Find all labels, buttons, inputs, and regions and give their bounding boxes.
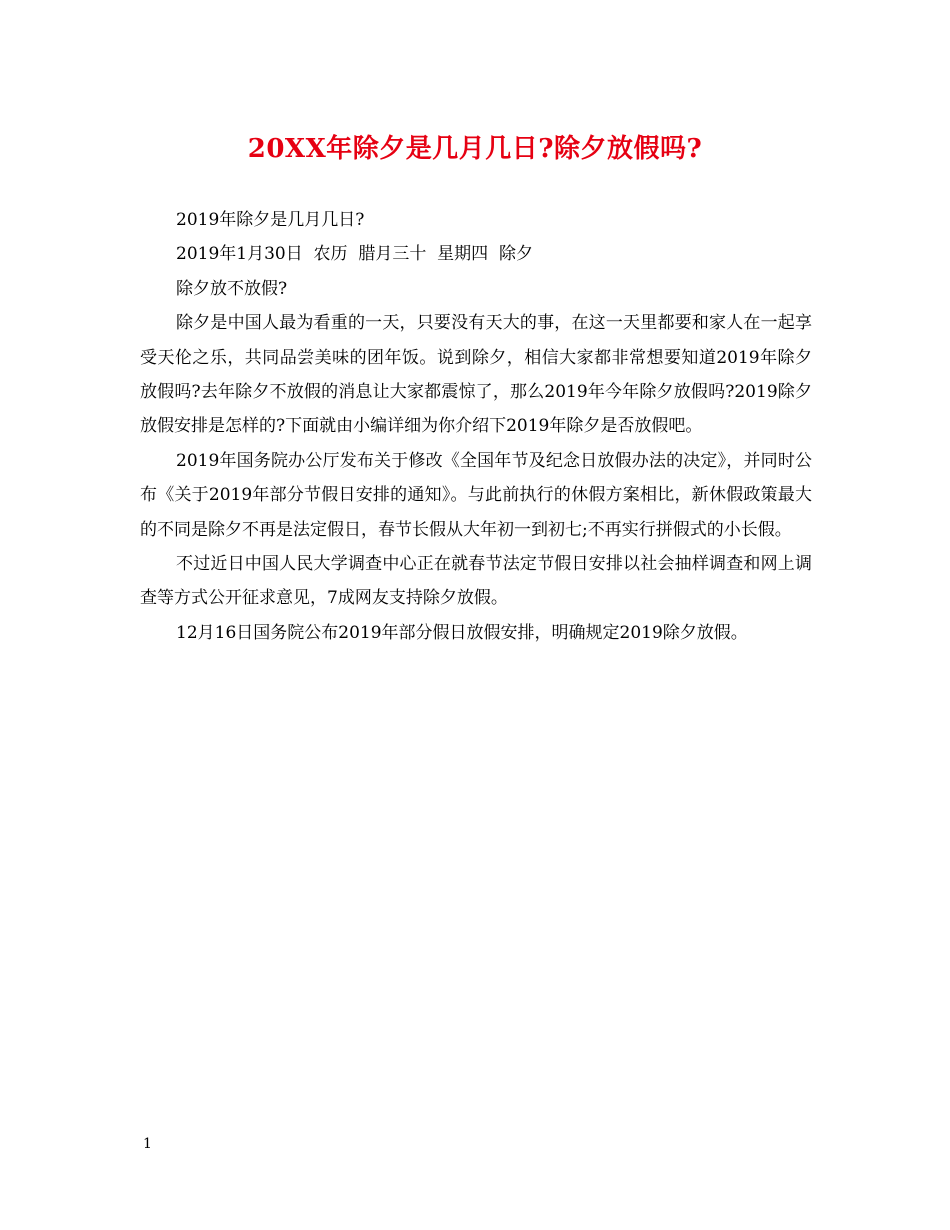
document-title: 20XX年除夕是几月几日?除夕放假吗?	[247, 134, 703, 164]
page-number: 1	[143, 1136, 152, 1152]
paragraph-survey: 不过近日中国人民大学调查中心正在就春节法定节假日安排以社会抽样调查和网上调查等方式公开征求意见，7成网友支持除夕放假。	[140, 554, 812, 609]
paragraph-question-holiday: 除夕放不放假?	[176, 278, 288, 299]
paragraph-policy: 2019年国务院办公厅发布关于修改《全国年节及纪念日放假办法的决定》，并同时公布《关于2019年部分节假日安排的通知》。与此前执行的休假方案相比，新休假政策最大的不同是除夕不再是法定假日，春节长假从大年初一到初七;不再实行拼假式的小长假。	[140, 450, 812, 540]
document-body	[140, 203, 812, 650]
paragraph-date-answer: 2019年1月30日 农历 腊月三十 星期四 除夕	[176, 244, 533, 265]
paragraph-question-date: 2019年除夕是几月几日?	[176, 210, 365, 230]
paragraph-intro: 除夕是中国人最为看重的一天，只要没有天大的事，在这一天里都要和家人在一起享受天伦之乐，共同品尝美味的团年饭。说到除夕，相信大家都非常想要知道2019年除夕放假吗?去年除夕不放假的消息让大家都震惊了，那么2019年今年除夕放假吗?2019除夕放假安排是怎样的?下面就由小编详细为你介绍下2019年除夕是否放假吧。	[140, 313, 812, 437]
paragraph-announcement: 12月16日国务院公布2019年部分假日放假安排，明确规定2019除夕放假。	[176, 622, 748, 643]
